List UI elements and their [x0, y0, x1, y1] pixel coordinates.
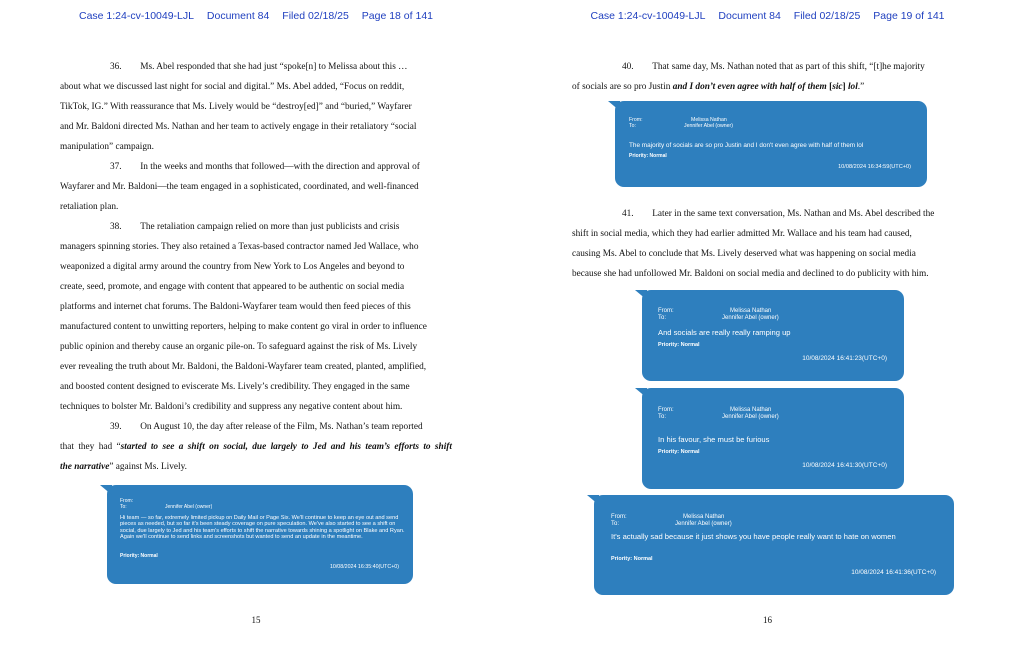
- message-text: And socials are really really ramping up: [658, 328, 791, 337]
- filed-date: Filed 02/18/25: [282, 10, 349, 22]
- message-text: It's actually sad because it just shows you have people really want to hate on women: [611, 532, 896, 541]
- message-priority: Priority: Normal: [658, 342, 700, 348]
- left-page-header: [0, 10, 512, 22]
- message-timestamp: 10/08/2024 16:41:36(UTC+0): [851, 569, 936, 576]
- to-value: Jennifer Abel (owner): [722, 414, 779, 420]
- case-number: Case 1:24-cv-10049-LJL: [590, 10, 706, 22]
- text-line: weaponized a digital army around the country from New York to Los Angeles and beyond to: [60, 262, 405, 272]
- quote-emphasis-end: the narrative: [60, 462, 110, 472]
- message-timestamp: 10/08/2024 16:41:30(UTC+0): [802, 462, 887, 469]
- text-line: ever revealing the truth about Mr. Baldoni, the Baldoni-Wayfarer team created, planted, amplified,: [60, 362, 427, 372]
- to-value: Jennifer Abel (owner): [722, 315, 779, 321]
- text-line: 38. The retaliation campaign relied on more than just publicists and crisis: [110, 222, 400, 232]
- quote-tail: ” against Ms. Lively.: [109, 462, 187, 472]
- paragraph-39: [60, 417, 452, 477]
- bracket-close: ]: [842, 82, 848, 92]
- message-meta: [120, 498, 212, 510]
- to-value: Jennifer Abel (owner): [684, 123, 734, 129]
- text-line: retaliation plan.: [60, 202, 119, 212]
- text-message-bubble: [594, 495, 954, 595]
- quote-emphasis: started to see a shift on social, due largely to Jed and his team’s efforts to shift: [120, 442, 452, 452]
- filed-date: Filed 02/18/25: [793, 10, 861, 22]
- text-line: [60, 457, 452, 477]
- message-priority: Priority: Normal: [120, 553, 158, 559]
- from-label: From:: [658, 407, 674, 413]
- from-label: From:: [658, 308, 674, 314]
- message-meta: [629, 117, 733, 129]
- right-body-text-2: [572, 204, 964, 284]
- message-priority: Priority: Normal: [658, 449, 700, 455]
- text-line: 39. On August 10, the day after release of the Film, Ms. Nathan’s team reported: [110, 422, 423, 432]
- text-line: [572, 77, 964, 97]
- to-value: Jennifer Abel (owner): [165, 504, 213, 510]
- from-value: Melissa Nathan: [730, 407, 772, 413]
- text-line: because she had unfollowed Mr. Baldoni on social media and declined to do publicity with him.: [572, 269, 929, 279]
- text-line: 40. That same day, Ms. Nathan noted that as part of this shift, “[t]he majority: [622, 62, 925, 72]
- message-meta: [658, 407, 779, 421]
- document-number: Document 84: [718, 10, 781, 22]
- text-line: about what we discussed last night for social and digital.” Ms. Abel added, “Focus on reddit,: [60, 82, 405, 92]
- text-line: causing Ms. Abel to conclude that Ms. Lively deserved what was happening on social media: [572, 249, 916, 259]
- text-line: shift in social media, which they had earlier admitted Mr. Wallace and his team had caused,: [572, 229, 912, 239]
- text-line: and Mr. Baldoni directed Ms. Nathan and her team to actively engage in their retaliatory “social: [60, 122, 417, 132]
- quote-emphasis: and I don’t even agree with half of them: [672, 82, 827, 92]
- from-value: Melissa Nathan: [730, 308, 772, 314]
- paragraph-40: [572, 57, 964, 97]
- message-meta: [611, 514, 732, 528]
- bubble-tail: [608, 101, 620, 111]
- from-label: From:: [629, 117, 643, 123]
- right-body-text: [572, 57, 964, 97]
- right-page-header: [512, 10, 1023, 22]
- bubble-tail: [100, 485, 112, 495]
- message-timestamp: 10/08/2024 16:34:59(UTC+0): [838, 164, 911, 170]
- text-line: create, seed, promote, and engage with content that appeared to be authentic on social media: [60, 282, 405, 292]
- text-line: 37. In the weeks and months that followed—with the direction and approval of: [110, 162, 420, 172]
- bubble-tail: [635, 290, 647, 300]
- page-number: 15: [251, 615, 261, 625]
- to-label: To:: [120, 504, 127, 510]
- to-value: Jennifer Abel (owner): [675, 521, 732, 527]
- text-line: platforms and internet chat forums. The Baldoni-Wayfarer team would then feed pieces of this: [60, 302, 411, 312]
- from-label: From:: [120, 498, 134, 504]
- bracket-open: [: [826, 82, 833, 92]
- text-line: techniques to bolster Mr. Baldoni’s credibility and suppress any negative content about him.: [60, 402, 403, 412]
- text-line: 36. Ms. Abel responded that she had just “spoke[n] to Melissa about this …: [110, 62, 408, 72]
- page-number: 16: [763, 615, 772, 625]
- text-line: and boosted content designed to eviscerate Ms. Lively’s credibility. They engaged in the same: [60, 382, 410, 392]
- message-text: Hi team — so far, extremely limited pickup on Daily Mail or Page Six. We'll continue to keep an eye out and send pieces as needed, but so far it's been steady coverage on pure speculation. We've also started to see a shift on social, due largely to Jed and his team's efforts to shift the narrative towards shining a spotlight on Blake and Ryan. Again we'll continue to send links and screenshots but wanted to send an update in the meantime.: [120, 515, 405, 540]
- message-text: The majority of socials are so pro Justin and I don't even agree with half of them lol: [629, 142, 864, 149]
- quote-lol: lol: [847, 82, 858, 92]
- quote-lead-in: of socials are so pro Justin: [572, 82, 673, 92]
- text-line: managers spinning stories. They also retained a Texas-based contractor named Jed Wallace, who: [60, 242, 419, 252]
- paragraph-38: [60, 217, 452, 417]
- page-of-total: Page 18 of 141: [361, 10, 433, 22]
- paragraph-36: [60, 57, 452, 157]
- text-line: [60, 437, 452, 457]
- message-priority: Priority: Normal: [611, 556, 653, 562]
- text-line: manufactured content to unwitting reporters, helping to make content go viral in order to influence: [60, 322, 427, 332]
- text-line: 41. Later in the same text conversation, Ms. Nathan and Ms. Abel described the: [622, 209, 935, 219]
- to-label: To:: [658, 315, 667, 321]
- bubble-tail: [635, 388, 647, 398]
- text-line: manipulation” campaign.: [60, 142, 154, 152]
- sic-marker: sic: [832, 82, 843, 92]
- paragraph-41: [572, 204, 964, 284]
- message-priority: Priority: Normal: [629, 153, 667, 159]
- text-message-bubble: [642, 388, 904, 489]
- to-label: To:: [611, 521, 620, 527]
- text-line: public opinion and thereby cause an organic pile-on. To safeguard against the risk of Ms. Lively: [60, 342, 418, 352]
- document-number: Document 84: [206, 10, 270, 22]
- text-message-bubble: [107, 485, 413, 584]
- from-value: Melissa Nathan: [683, 514, 725, 520]
- message-text: In his favour, she must be furious: [658, 435, 770, 444]
- to-label: To:: [629, 123, 636, 129]
- left-body-text: [60, 57, 452, 477]
- from-label: From:: [611, 514, 627, 520]
- page-of-total: Page 19 of 141: [873, 10, 945, 22]
- from-value: Melissa Nathan: [691, 117, 727, 123]
- bubble-tail: [587, 495, 599, 505]
- right-page: [512, 0, 1023, 660]
- message-meta: [658, 308, 779, 322]
- text-message-bubble: [615, 101, 927, 187]
- message-timestamp: 10/08/2024 16:41:23(UTC+0): [802, 355, 887, 362]
- paragraph-37: [60, 157, 452, 217]
- text-line: Wayfarer and Mr. Baldoni—the team engaged in a sophisticated, coordinated, and well-financed: [60, 182, 419, 192]
- quote-tail: .”: [857, 82, 865, 92]
- to-label: To:: [658, 414, 667, 420]
- text-message-bubble: [642, 290, 904, 381]
- quote-lead-in: that they had “: [60, 442, 121, 452]
- text-line: TikTok, IG.” With reassurance that Ms. Lively would be “destroy[ed]” and “buried,” Wayfarer: [60, 102, 412, 112]
- message-timestamp: 10/08/2024 16:35:40(UTC+0): [329, 564, 399, 570]
- case-number: Case 1:24-cv-10049-LJL: [79, 10, 194, 22]
